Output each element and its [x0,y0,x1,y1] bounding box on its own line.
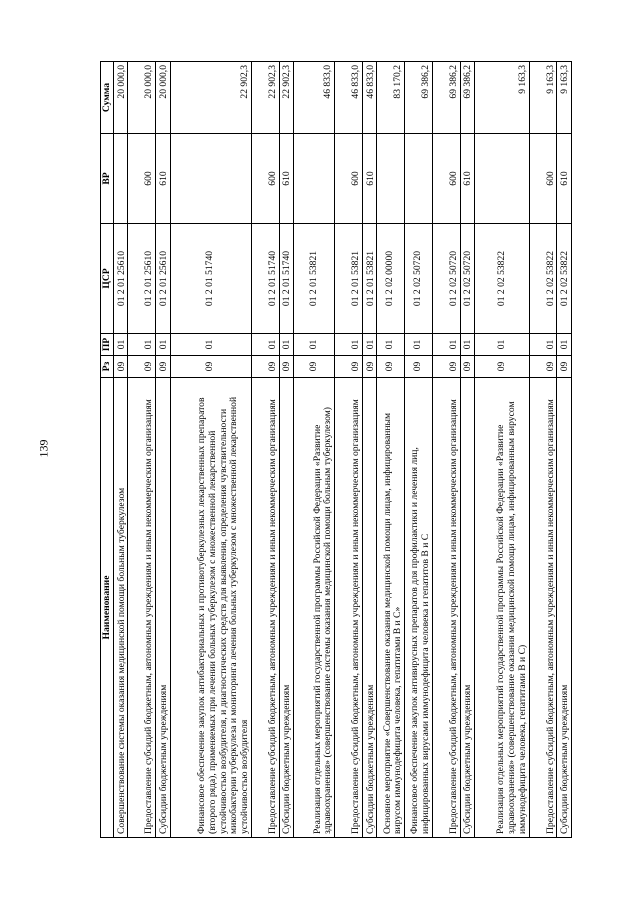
cell-name: Основное мероприятие «Совершенствование оказания медицинской помощи лицам, инфицированным вирусом иммунодефицита человека, гепатитами B и C» [377,378,405,838]
cell-vr [377,134,405,224]
cell-sum: 83 170,2 [377,62,405,134]
cell-name: Субсидии бюджетным учреждениям [156,378,170,838]
cell-name: Реализация отдельных мероприятий государственной программы Российской Федерации «Развитие здравоохранения» (совершенствование оказания медицинской помощи лицам, инфицированным вирусом иммунодефицита человека, гепатитами B и C) [475,378,529,838]
table-row [114,62,128,838]
header-rz: Рз [101,356,114,378]
table-row [335,62,363,838]
cell-pr: 01 [114,334,128,356]
cell-vr [405,134,433,224]
table-row [128,62,156,838]
cell-name: Субсидии бюджетным учреждениям [460,378,474,838]
cell-rz: 09 [114,356,128,378]
cell-rz: 09 [557,356,572,378]
cell-vr: 610 [557,134,572,224]
cell-name: Предоставление субсидий бюджетным, автономным учреждениям и иным некоммерческим организациям [335,378,363,838]
cell-sum: 69 386,2 [432,62,460,134]
table-row [557,62,572,838]
cell-csr: 01 2 01 53821 [335,224,363,334]
cell-rz: 09 [335,356,363,378]
cell-csr: 01 2 01 53821 [294,224,335,334]
cell-csr: 01 2 01 25610 [156,224,170,334]
cell-vr: 610 [460,134,474,224]
cell-csr: 01 2 02 53822 [475,224,529,334]
cell-csr: 01 2 02 50720 [405,224,433,334]
cell-name: Предоставление субсидий бюджетным, автономным учреждениям и иным некоммерческим организациям [251,378,279,838]
cell-vr [114,134,128,224]
cell-rz: 09 [156,356,170,378]
cell-csr: 01 2 01 25610 [128,224,156,334]
cell-name: Предоставление субсидий бюджетным, автономным учреждениям и иным некоммерческим организациям [432,378,460,838]
header-csr: ЦСР [101,224,114,334]
cell-pr: 01 [279,334,293,356]
table-row [405,62,433,838]
cell-name: Предоставление субсидий бюджетным, автономным учреждениям и иным некоммерческим организациям [529,378,557,838]
cell-csr: 01 2 01 53821 [362,224,376,334]
cell-pr: 01 [170,334,251,356]
cell-csr: 01 2 01 51740 [170,224,251,334]
table-row [432,62,460,838]
cell-sum: 22 902,3 [251,62,279,134]
table-row [362,62,376,838]
header-name: Наименование [101,378,114,838]
cell-name: Совершенствование системы оказания медицинской помощи больным туберкулезом [114,378,128,838]
cell-pr: 01 [362,334,376,356]
cell-csr: 01 2 02 50720 [460,224,474,334]
cell-pr: 01 [335,334,363,356]
header-sum: Сумма [101,62,114,134]
header-vr: ВР [101,134,114,224]
cell-rz: 09 [279,356,293,378]
table-row [279,62,293,838]
cell-sum: 46 833,0 [362,62,376,134]
cell-vr: 600 [128,134,156,224]
cell-rz: 09 [362,356,376,378]
cell-rz: 09 [460,356,474,378]
table-row [460,62,474,838]
cell-sum: 69 386,2 [405,62,433,134]
cell-sum: 9 163,3 [475,62,529,134]
cell-pr: 01 [405,334,433,356]
table-row [377,62,405,838]
cell-sum: 20 000,0 [156,62,170,134]
table-header-row [101,62,114,838]
cell-pr: 01 [251,334,279,356]
cell-pr: 01 [156,334,170,356]
table-row [170,62,251,838]
cell-name: Финансовое обеспечение закупок антибактериальных и противотуберкулезных лекарственных препаратов (второго ряда), применяемых при лечении больных туберкулезом с множественной лекарственной устойчивостью возбудителя, и диагностических средств для выявления, определения чувствительности микобактерии туберкулеза и мониторинга лечения больных туберкулезом с множественной лекарственной устойчивостью возбудителя [170,378,251,838]
cell-vr: 600 [251,134,279,224]
cell-name: Финансовое обеспечение закупок антивирусных препаратов для профилактики и лечения лиц, инфицированных вирусами иммунодефицита человека и гепатитов B и C [405,378,433,838]
cell-pr: 01 [377,334,405,356]
cell-rz: 09 [529,356,557,378]
cell-sum: 20 000,0 [128,62,156,134]
cell-name: Реализация отдельных мероприятий государственной программы Российской Федерации «Развитие здравоохранения» (совершенствование системы оказания медицинской помощи больным туберкулезом) [294,378,335,838]
cell-pr: 01 [294,334,335,356]
cell-sum: 46 833,0 [294,62,335,134]
cell-name: Субсидии бюджетным учреждениям [279,378,293,838]
cell-sum: 69 386,2 [460,62,474,134]
cell-rz: 09 [294,356,335,378]
cell-vr [475,134,529,224]
cell-name: Предоставление субсидий бюджетным, автономным учреждениям и иным некоммерческим организациям [128,378,156,838]
cell-vr: 600 [335,134,363,224]
cell-vr [170,134,251,224]
cell-vr [294,134,335,224]
cell-rz: 09 [475,356,529,378]
table-row [251,62,279,838]
cell-pr: 01 [460,334,474,356]
cell-pr: 01 [128,334,156,356]
cell-pr: 01 [475,334,529,356]
cell-rz: 09 [432,356,460,378]
cell-rz: 09 [405,356,433,378]
cell-pr: 01 [557,334,572,356]
cell-csr: 01 2 01 51740 [279,224,293,334]
page-number: 139 [36,439,51,458]
cell-vr: 600 [432,134,460,224]
cell-rz: 09 [170,356,251,378]
cell-vr: 600 [529,134,557,224]
cell-vr: 610 [362,134,376,224]
cell-csr: 01 2 01 25610 [114,224,128,334]
cell-rz: 09 [377,356,405,378]
cell-csr: 01 2 01 51740 [251,224,279,334]
cell-rz: 09 [251,356,279,378]
budget-table [100,61,572,838]
cell-sum: 22 902,3 [170,62,251,134]
cell-pr: 01 [529,334,557,356]
table-row [529,62,557,838]
rotated-page [100,62,572,838]
cell-vr: 610 [156,134,170,224]
cell-vr: 610 [279,134,293,224]
table-row [294,62,335,838]
cell-csr: 01 2 02 00000 [377,224,405,334]
cell-sum: 20 000,0 [114,62,128,134]
cell-sum: 9 163,3 [529,62,557,134]
cell-csr: 01 2 02 53822 [557,224,572,334]
cell-pr: 01 [432,334,460,356]
cell-name: Субсидии бюджетным учреждениям [362,378,376,838]
cell-csr: 01 2 02 53822 [529,224,557,334]
cell-sum: 22 902,3 [279,62,293,134]
table-row [475,62,529,838]
cell-sum: 46 833,0 [335,62,363,134]
table-row [156,62,170,838]
header-pr: ПР [101,334,114,356]
cell-rz: 09 [128,356,156,378]
cell-name: Субсидии бюджетным учреждениям [557,378,572,838]
cell-csr: 01 2 02 50720 [432,224,460,334]
cell-sum: 9 163,3 [557,62,572,134]
